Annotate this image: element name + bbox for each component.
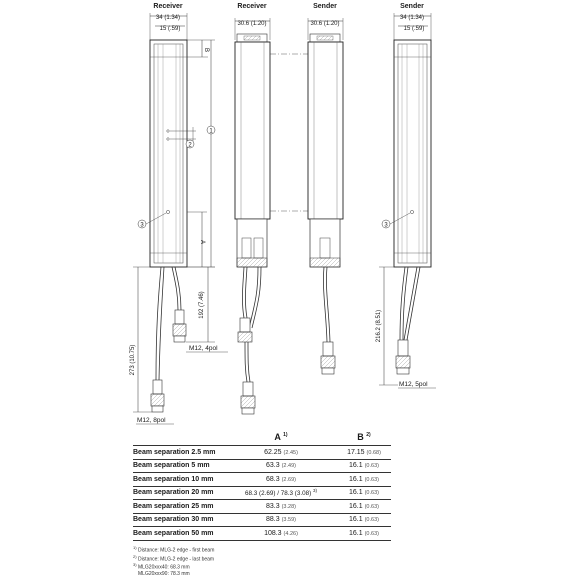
dim-192: 192 (7.46)	[199, 291, 205, 319]
table-row	[133, 527, 391, 541]
dim-273: 273 (10.75)	[130, 344, 136, 376]
connector-m12-8pol	[151, 380, 164, 412]
dim-a-label: A	[199, 239, 205, 245]
receiver-front-label: Receiver	[237, 3, 267, 10]
sender-side-dim-total: 34 (1.34)	[399, 15, 425, 21]
sender-front-dim: 30.6 (1.20)	[310, 21, 340, 27]
row-b: 17.15 (0.68)	[337, 446, 391, 460]
row-label: Beam separation 10 mm	[133, 473, 225, 487]
sender-side-label: Sender	[400, 3, 424, 10]
label-m12-8pol: M12, 8pol	[137, 417, 166, 424]
row-b: 16.1 (0.63)	[337, 486, 391, 500]
row-a: 108.3 (4.26)	[225, 527, 337, 541]
row-b: 16.1 (0.63)	[337, 459, 391, 473]
row-label: Beam separation 30 mm	[133, 513, 225, 527]
row-a: 83.3 (3.28)	[225, 500, 337, 514]
sender-side-view	[376, 3, 436, 388]
table-row	[133, 473, 391, 487]
footnote: $^{1)}$ Distance: MLG-2 edge - first beam	[133, 545, 215, 554]
footnote: $^{2)}$ Distance: MLG-2 edge - last beam	[133, 553, 215, 563]
row-b: 16.1 (0.63)	[337, 473, 391, 487]
svg-text:3: 3	[384, 222, 388, 229]
footnote: $^{3)}$ MLG20xxx40: 68.3 mm	[133, 562, 190, 571]
table-row	[133, 446, 391, 460]
sender-side-dim-inner: 15 (.59)	[403, 26, 425, 32]
sender-front-body	[308, 42, 343, 219]
receiver-front-dim: 30.6 (1.20)	[237, 21, 267, 27]
row-a: 62.25 (2.45)	[225, 446, 337, 460]
table-row	[133, 500, 391, 514]
receiver-side-label: Receiver	[153, 3, 183, 10]
sender-front-label: Sender	[313, 3, 337, 10]
header-empty	[133, 432, 225, 446]
receiver-side-view	[130, 3, 228, 424]
row-a: 68.3 (2.69) / 78.3 (3.08) $^{3)}$	[225, 486, 337, 500]
beam-separation-table	[133, 432, 391, 541]
sender-front-view	[308, 3, 343, 374]
row-label: Beam separation 2.5 mm	[133, 446, 225, 460]
label-m12-5pol: M12, 5pol	[399, 381, 428, 388]
svg-text:3: 3	[140, 222, 144, 229]
dim-b-label: B	[203, 47, 209, 53]
svg-text:2: 2	[188, 142, 192, 149]
receiver-front-body	[235, 42, 270, 219]
footnotes	[133, 545, 214, 577]
dim-216: 216.2 (8.51)	[376, 309, 382, 343]
row-b: 16.1 (0.63)	[337, 527, 391, 541]
receiver-front-view	[235, 3, 270, 414]
header-a: A $^{1)}$	[225, 432, 337, 446]
svg-text:1: 1	[209, 128, 213, 135]
table-header-row	[133, 432, 391, 446]
row-b: 16.1 (0.63)	[337, 513, 391, 527]
row-label: Beam separation 5 mm	[133, 459, 225, 473]
receiver-side-dim-inner: 15 (.59)	[159, 26, 181, 32]
connector-m12-5pol	[396, 340, 410, 374]
header-b: B $^{2)}$	[337, 432, 391, 446]
row-label: Beam separation 20 mm	[133, 486, 225, 500]
table-row	[133, 513, 391, 527]
row-label: Beam separation 25 mm	[133, 500, 225, 514]
receiver-side-dim-total: 34 (1.34)	[155, 15, 181, 21]
row-label: Beam separation 50 mm	[133, 527, 225, 541]
table-row	[133, 486, 391, 500]
footnote: MLG20xxx90: 78.3 mm	[138, 570, 190, 577]
sender-side-body	[394, 40, 431, 267]
connector-m12-4pol	[173, 310, 186, 342]
row-a: 63.3 (2.49)	[225, 459, 337, 473]
receiver-side-body	[150, 40, 187, 267]
table-row	[133, 459, 391, 473]
row-b: 16.1 (0.63)	[337, 500, 391, 514]
label-m12-4pol: M12, 4pol	[189, 345, 218, 352]
row-a: 68.3 (2.69)	[225, 473, 337, 487]
row-a: 88.3 (3.59)	[225, 513, 337, 527]
